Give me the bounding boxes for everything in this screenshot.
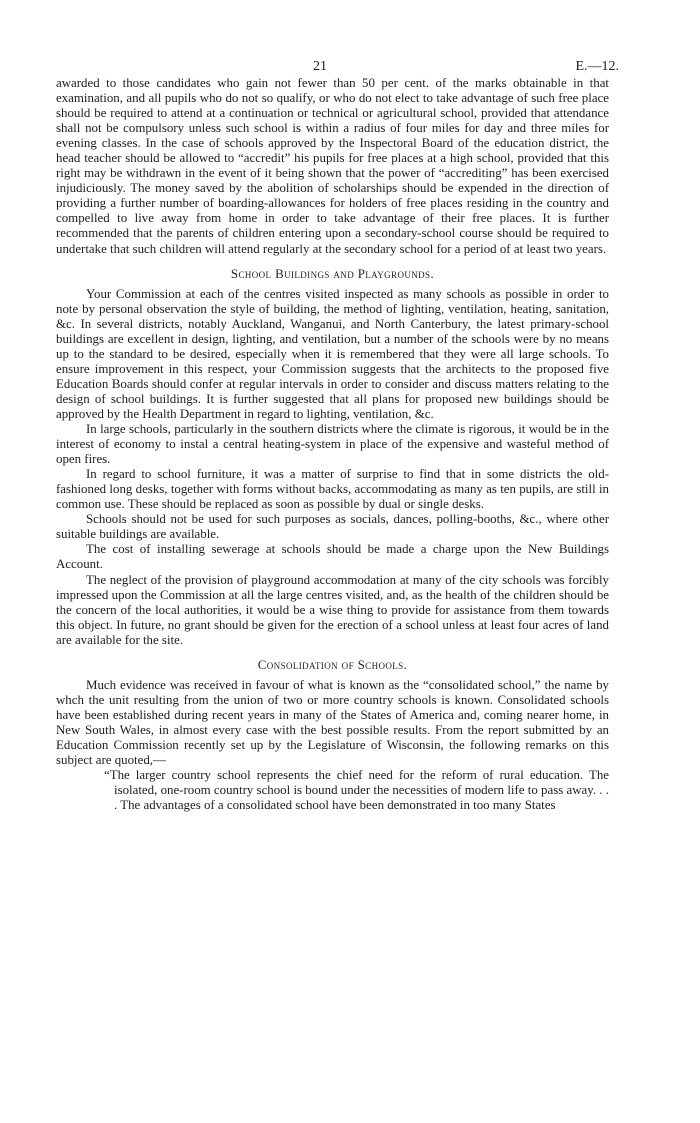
paragraph-consolidated-schools: Much evidence was received in favour of what is known as the “consolidated school,” the name by whch the unit resulting from the union of two or more country schools is known. Consolidated schools have been established during recent years in many of the States of America and, coming nearer home, in New South Wales, in almost every case with the best possible results. From the report submitted by an Education Commission recently set up by the Legislature of Wisconsin, the following remarks on this subject are quoted,—: [56, 677, 609, 768]
document-reference: E.—12.: [575, 59, 619, 74]
paragraph-sewerage: The cost of installing sewerage at schools should be made a charge upon the New Buildings Account.: [56, 542, 609, 572]
paragraph-scholarships-continued: awarded to those candidates who gain not fewer than 50 per cent. of the marks obtainable in that examination, and all pupils who do not so qualify, or who do not elect to take advantage of such free place should be required to attend at a continuation or technical or agricultural school, provided that attendance shall not be compulsory unless such school is within a radius of four miles for day and three miles for evening classes. In the case of schools approved by the Inspectoral Board of the education district, the head teacher should be allowed to “accredit” his pupils for free places at a high school, provided that this right may be withdrawn in the event of it being shown that the power of “accrediting” has been exercised injudiciously. The money saved by the abolition of scholarships should be expended in the direction of providing a further number of boarding-allowances for holders of free places residing in the country and compelled to live away from home in order to take advantage of their free places. It is further recommended that the parents of children entering upon a secondary-school course should be required to undertake that such children will attend regularly at the secondary school for a period of at least two years.: [56, 76, 609, 256]
paragraph-heating: In large schools, particularly in the southern districts where the climate is rigorous, it would be in the interest of economy to instal a central heating-system in place of the expensive and wasteful method of open fires.: [56, 422, 609, 467]
paragraph-use-of-schools: Schools should not be used for such purposes as socials, dances, polling-booths, &c., where other suitable buildings are available.: [56, 512, 609, 542]
page-header: [0, 58, 700, 76]
block-quote-wisconsin: “The larger country school represents the chief need for the reform of rural education. The isolated, one-room country school is bound under the necessities of modern life to pass away. . . . The advantages of a consolidated school have been demonstrated in too many States: [104, 768, 609, 813]
section-heading-consolidation: Consolidation of Schools.: [257, 657, 408, 672]
section-heading-buildings: School Buildings and Playgrounds.: [230, 266, 435, 281]
page-body: [56, 76, 609, 813]
paragraph-inspection: Your Commission at each of the centres visited inspected as many schools as possible in order to note by personal observation the style of building, the method of lighting, ventilation, heating, sanitation, &c. In several districts, notably Auckland, Wanganui, and North Canterbury, the latest primary-school buildings are excellent in design, lighting, and ventilation, but a number of the schools were by no means up to the standard to be desired, especially when it is remembered that they were all large schools. To ensure improvement in this respect, your Commission suggests that the architects to the proposed five Education Boards should confer at regular intervals in order to consider and discuss matters relating to the design of school buildings. It is further suggested that all plans for proposed new buildings should be approved by the Health Department in regard to lighting, ventilation, &c.: [56, 286, 609, 421]
paragraph-playgrounds: The neglect of the provision of playground accommodation at many of the city schools was forcibly impressed upon the Commission at all the large centres visited, and, as the health of the children should be the concern of the local authorities, it would be a wise thing to provide for assistance from them towards this object. In future, no grant should be given for the erection of a school unless at least four acres of land are available for the site.: [56, 572, 609, 647]
page-number: 21: [313, 59, 327, 74]
paragraph-furniture: In regard to school furniture, it was a matter of surprise to find that in some districts the old-fashioned long desks, together with forms without backs, accommodating as many as ten pupils, are still in common use. These should be replaced as soon as possible by dual or single desks.: [56, 467, 609, 512]
